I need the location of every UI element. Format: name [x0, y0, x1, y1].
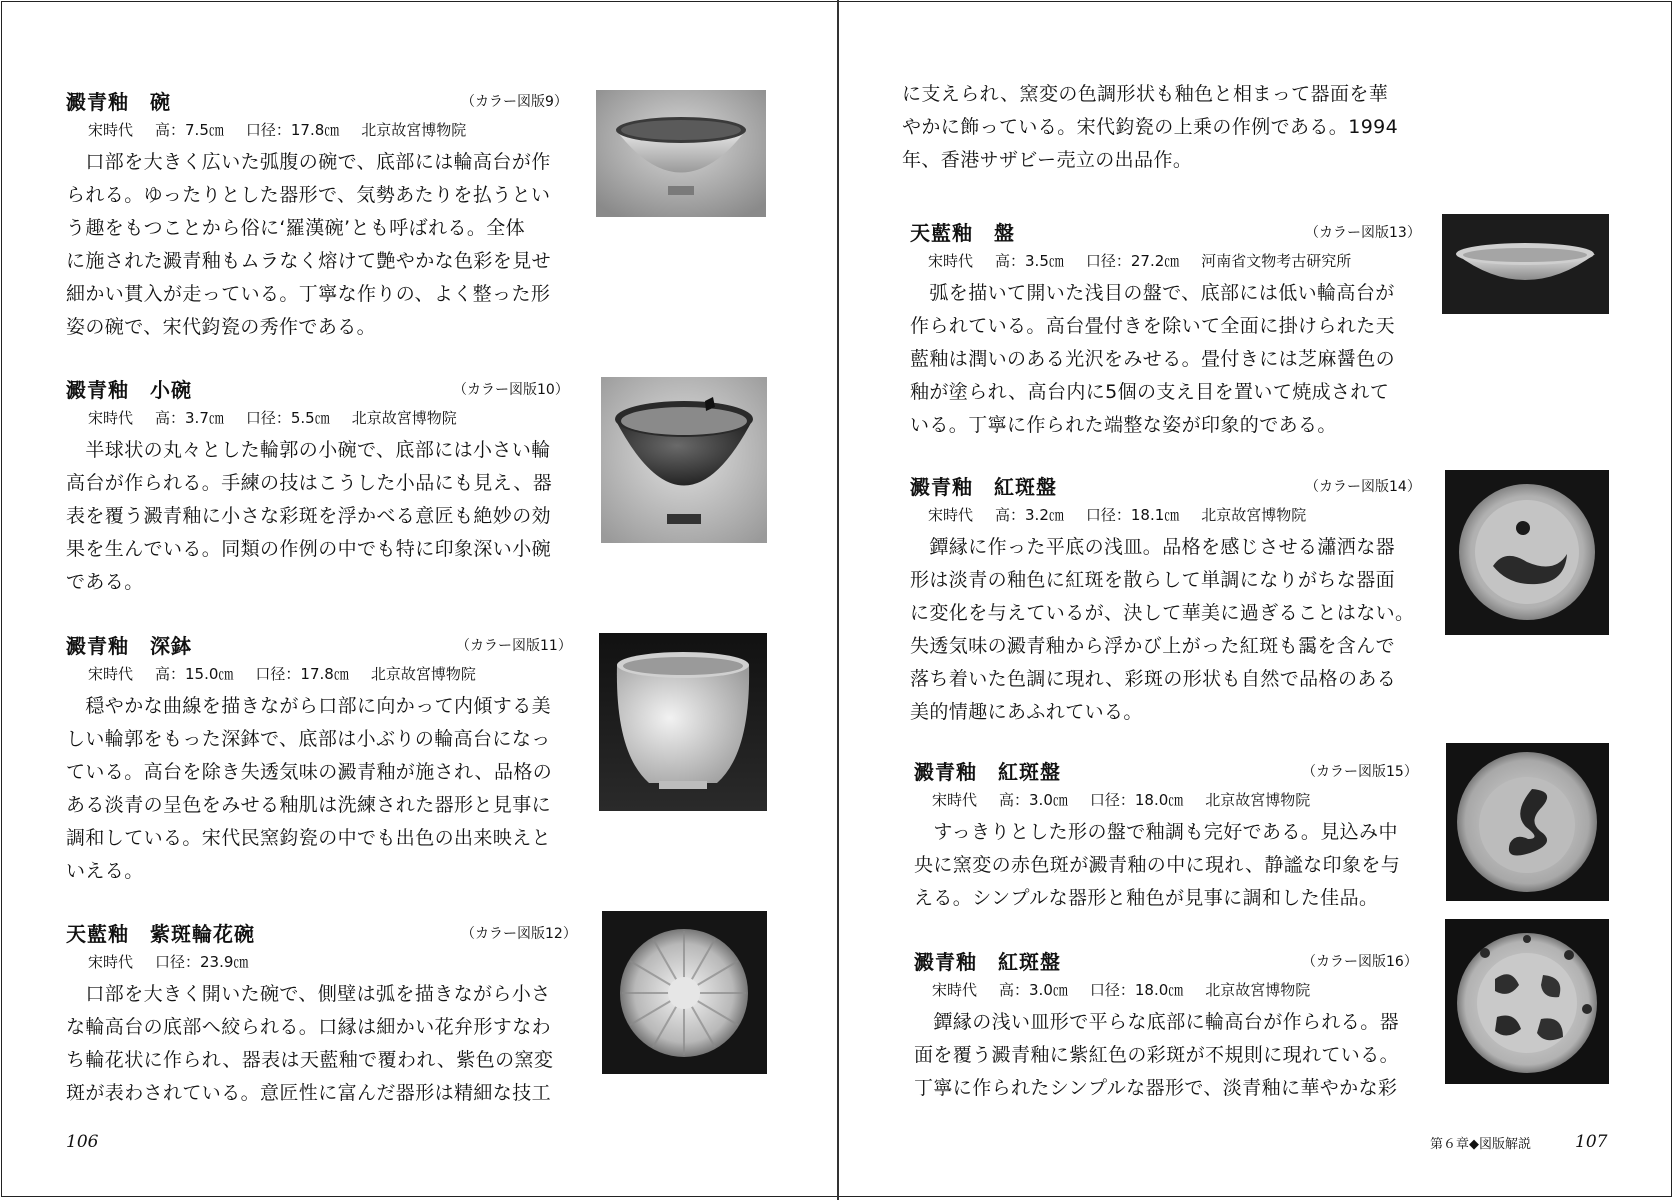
plate-reference: （カラー図版10） [453, 382, 569, 398]
meta-diameter: 口径：5.5㎝ [245, 409, 330, 427]
text-line: いえる。 [66, 860, 144, 882]
entry-title: 澱青釉 紅斑盤 [910, 475, 1057, 499]
text-line: 穏やかな曲線を描きながら口部に向かって内傾する美 [66, 695, 552, 717]
book-gutter [837, 0, 839, 1200]
meta-collection: 北京故宮博物院 [1205, 981, 1311, 999]
text-line: 鐔縁の浅い皿形で平らな底部に輪高台が作られる。器 [914, 1011, 1400, 1033]
meta-period: 宋時代 [88, 665, 134, 683]
meta-diameter: 口径：17.8㎝ [255, 665, 349, 683]
text-line: すっきりとした形の盤で釉調も完好である。見込み中 [914, 821, 1398, 843]
bowl-photo-plate-11 [599, 633, 767, 811]
entry-header [66, 374, 571, 404]
entry-meta [88, 119, 488, 140]
entry-title: 澱青釉 碗 [66, 90, 171, 114]
text-line: 口部を大きく開いた碗で、側壁は弧を描きながら小さ [66, 983, 551, 1005]
text-line: 細かい貫入が走っている。丁寧な作りの、よく整った形 [66, 283, 551, 305]
dish-photo-plate-16 [1445, 919, 1609, 1084]
meta-height: 高：3.5㎝ [995, 252, 1064, 270]
meta-collection: 北京故宮博物院 [1201, 506, 1307, 524]
dish-photo-plate-13 [1442, 214, 1609, 314]
entry-plate-11 [66, 630, 571, 880]
entry-meta [88, 407, 479, 428]
text-line: 弧を描いて開いた浅目の盤で、底部には低い輪高台が [910, 282, 1395, 304]
text-line: しい輪郭をもった深鉢で、底部は小ぶりの輪高台になっ [66, 728, 551, 750]
text-line: 表を覆う澱青釉に小さな彩斑を浮かべる意匠も絶妙の効 [66, 505, 552, 527]
text-line: ている。高台を除き失透気味の澱青釉が施され、品格の [66, 761, 553, 783]
page-number: 106 [66, 1132, 99, 1152]
plate-reference: （カラー図版12） [461, 926, 577, 942]
meta-collection: 北京故宮博物院 [351, 409, 457, 427]
text-line: 央に窯変の赤色斑が澱青釉の中に現れ、静謐な印象を与 [914, 854, 1401, 876]
bowl-photo-plate-10 [601, 377, 767, 543]
meta-diameter: 口径：18.1㎝ [1085, 506, 1180, 524]
entry-header [66, 86, 571, 116]
text-line: 高台が作られる。手練の技はこうした小品にも見え、器 [66, 472, 553, 494]
entry-description [66, 146, 551, 344]
entry-plate-10 [66, 374, 571, 594]
text-line: 失透気味の澱青釉から浮かび上がった紅斑も靄を含んで [910, 635, 1396, 657]
entry-header [914, 946, 1419, 976]
plate-reference: （カラー図版15） [1302, 764, 1418, 780]
right-page [840, 0, 1675, 1200]
entry-title: 天藍釉 盤 [910, 221, 1015, 245]
meta-period: 宋時代 [928, 506, 974, 524]
entry-meta [88, 663, 498, 684]
meta-period: 宋時代 [928, 252, 974, 270]
entry-plate-12 [66, 918, 577, 1118]
entry-title: 澱青釉 深鉢 [66, 634, 192, 658]
entry-plate-9 [66, 86, 571, 346]
continued-text [902, 78, 1462, 188]
entry-header [910, 471, 1421, 501]
text-line: 作られている。高台畳付きを除いて全面に掛けられた天 [910, 315, 1396, 337]
bowl-photo-plate-12 [602, 911, 767, 1074]
meta-diameter: 口径：18.0㎝ [1089, 981, 1184, 999]
text-line: 藍釉は潤いのある光沢をみせる。畳付きには芝麻醤色の [910, 348, 1396, 370]
bowl-photo-plate-9 [596, 90, 766, 217]
entry-title: 天藍釉 紫斑輪花碗 [66, 922, 255, 946]
entry-description [910, 277, 1395, 442]
text-line: である。 [66, 571, 144, 593]
meta-diameter: 口径：27.2㎝ [1085, 252, 1180, 270]
meta-period: 宋時代 [88, 121, 134, 139]
entry-title: 澱青釉 紅斑盤 [914, 760, 1061, 784]
meta-collection: 北京故宮博物院 [370, 665, 476, 683]
meta-period: 宋時代 [88, 953, 134, 971]
meta-height: 高：3.0㎝ [999, 791, 1068, 809]
left-page [0, 0, 836, 1200]
text-line: 口部を大きく広いた弧腹の碗で、底部には輪高台が作 [66, 151, 551, 173]
text-line: 釉が塗られ、高台内に5個の支え目を置いて焼成されて [910, 381, 1390, 403]
entry-title: 澱青釉 小碗 [66, 378, 192, 402]
entry-header [910, 217, 1421, 247]
entry-description [914, 1006, 1399, 1105]
entry-description [66, 978, 553, 1110]
meta-period: 宋時代 [932, 981, 978, 999]
text-line: 鐔縁に作った平底の浅皿。品格を感じさせる瀟洒な器 [910, 536, 1396, 558]
entry-description [914, 816, 1400, 915]
meta-height: 高：3.7㎝ [155, 409, 224, 427]
meta-collection: 北京故宮博物院 [361, 121, 467, 139]
text-line: 年、香港サザビー売立の出品作。 [902, 149, 1193, 171]
text-line: 斑が表わされている。意匠性に富んだ器形は精細な技工 [66, 1082, 552, 1104]
entry-meta [928, 504, 1328, 525]
entry-meta [928, 250, 1373, 271]
meta-period: 宋時代 [932, 791, 978, 809]
meta-height: 高：3.0㎝ [999, 981, 1068, 999]
entry-plate-13 [910, 217, 1421, 437]
meta-height: 高：7.5㎝ [155, 121, 224, 139]
dish-photo-plate-15 [1446, 743, 1609, 901]
text-line: 調和している。宋代民窯鈞瓷の中でも出色の出来映えと [66, 827, 552, 849]
running-head: 第６章◆図版解説 [1430, 1137, 1531, 1152]
text-line: 丁寧に作られたシンプルな器形で、淡青釉に華やかな彩 [914, 1077, 1398, 1099]
plate-reference: （カラー図版14） [1305, 479, 1421, 495]
text-line: 姿の碗で、宋代鈞瓷の秀作である。 [66, 316, 377, 338]
entry-description [910, 531, 1414, 729]
text-line: に施された澱青釉もムラなく熔けて艶やかな色彩を見せ [66, 250, 552, 272]
text-line: 面を覆う澱青釉に紫紅色の彩斑が不規則に現れている。 [914, 1044, 1400, 1066]
meta-collection: 北京故宮博物院 [1205, 791, 1311, 809]
plate-reference: （カラー図版13） [1305, 225, 1421, 241]
meta-period: 宋時代 [88, 409, 134, 427]
text-line: える。シンプルな器形と釉色が見事に調和した佳品。 [914, 887, 1379, 909]
text-line: に変化を与えているが、決して華美に過ぎることはない。 [910, 602, 1415, 624]
entry-title: 澱青釉 紅斑盤 [914, 950, 1061, 974]
meta-height: 高：3.2㎝ [995, 506, 1064, 524]
entry-plate-15 [914, 756, 1419, 916]
text-line: 美的情趣にあふれている。 [910, 701, 1143, 723]
text-line: やかに飾っている。宋代鈞瓷の上乗の作例である。1994 [902, 116, 1399, 138]
page-number: 107 [1575, 1132, 1608, 1152]
entry-description [66, 690, 552, 888]
meta-diameter: 口径：23.9㎝ [155, 953, 249, 971]
text-line: ち輪花状に作られ、器表は天藍釉で覆われ、紫色の窯変 [66, 1049, 554, 1071]
entry-meta [932, 979, 1332, 1000]
text-line: 落ち着いた色調に現れ、彩斑の形状も自然で品格のある [910, 668, 1397, 690]
text-line: う趣をもつことから俗に‘羅漢碗’とも呼ばれる。全体 [66, 217, 526, 239]
continuation-text [902, 78, 1398, 177]
entry-plate-16 [914, 946, 1419, 1106]
text-line: 半球状の丸々とした輪郭の小碗で、底部には小さい輪 [66, 439, 551, 461]
plate-reference: （カラー図版11） [456, 638, 572, 654]
plate-reference: （カラー図版9） [461, 94, 568, 110]
entry-header [66, 630, 571, 660]
meta-height: 高：15.0㎝ [155, 665, 234, 683]
dish-photo-plate-14 [1445, 470, 1609, 635]
entry-plate-14 [910, 471, 1421, 723]
entry-header [66, 918, 577, 948]
entry-meta [932, 789, 1332, 810]
text-line: られる。ゆったりとした器形で、気勢あたりを払うとい [66, 184, 551, 206]
text-line: 果を生んでいる。同類の作例の中でも特に印象深い小碗 [66, 538, 552, 560]
text-line: 形は淡青の釉色に紅斑を散らして単調になりがちな器面 [910, 569, 1396, 591]
text-line: に支えられ、窯変の色調形状も釉色と相まって器面を華 [902, 83, 1389, 105]
entry-header [914, 756, 1419, 786]
meta-diameter: 口径：18.0㎝ [1089, 791, 1184, 809]
entry-meta [88, 951, 270, 972]
text-line: な輪高台の底部へ絞られる。口縁は細かい花弁形すなわ [66, 1016, 552, 1038]
meta-collection: 河南省文物考古研究所 [1201, 252, 1352, 270]
meta-diameter: 口径：17.8㎝ [245, 121, 340, 139]
text-line: ある淡青の呈色をみせる釉肌は洗練された器形と見事に [66, 794, 552, 816]
plate-reference: （カラー図版16） [1302, 954, 1418, 970]
text-line: いる。丁寧に作られた端整な姿が印象的である。 [910, 414, 1337, 436]
entry-description [66, 434, 552, 599]
